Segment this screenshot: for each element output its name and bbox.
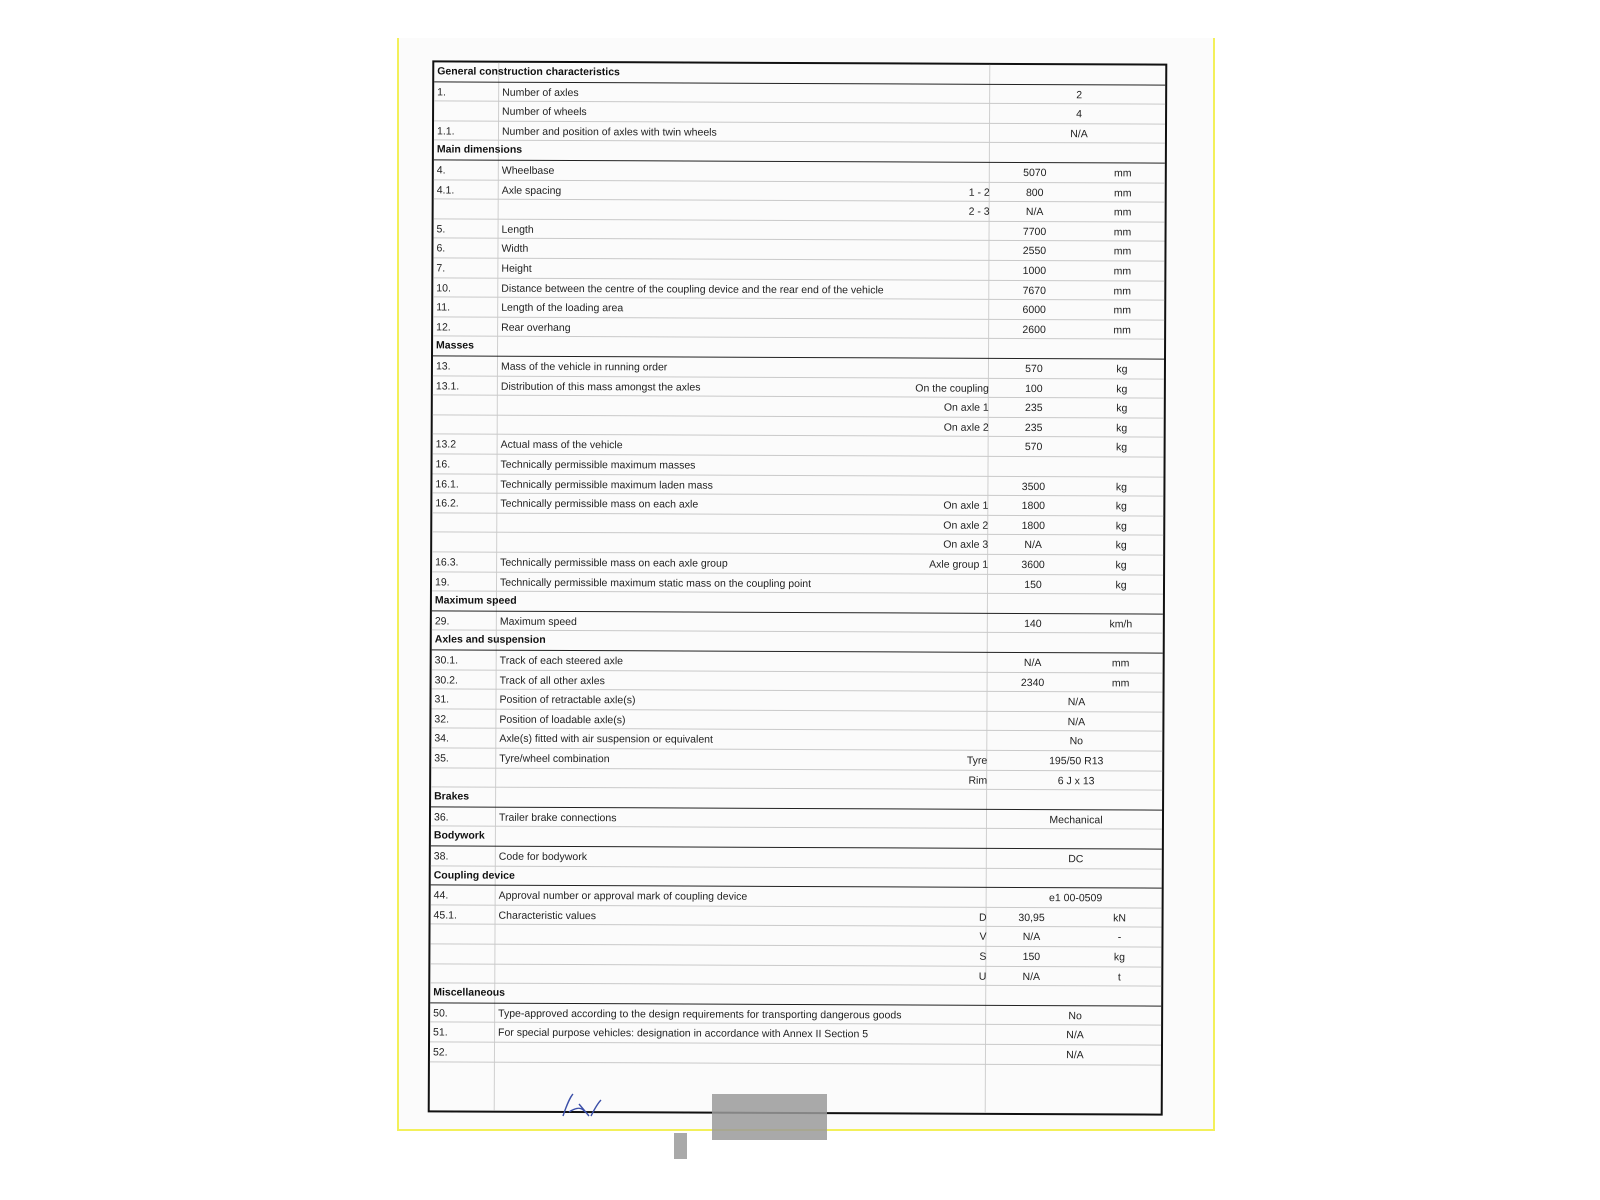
row-sublabel: 2 - 3: [968, 205, 990, 219]
row-number: 12.: [436, 321, 451, 334]
row-unit: mm: [1113, 304, 1131, 317]
row-unit: mm: [1113, 226, 1132, 239]
row-label: Actual mass of the vehicle: [500, 439, 623, 452]
row-value: N/A: [1022, 931, 1041, 944]
section-title: Main dimensions: [436, 143, 523, 157]
row-number: 52.: [432, 1046, 448, 1059]
row-unit: kg: [1115, 500, 1127, 513]
row-label: Axle(s) fitted with air suspension or equivalent: [499, 733, 713, 747]
row-number: 7.: [436, 262, 446, 275]
row-number: 38.: [433, 850, 449, 863]
section-title: Brakes: [434, 790, 470, 803]
row-label: Track of all other axles: [499, 674, 605, 687]
row-label: Axle spacing: [501, 184, 562, 197]
row-value: 150: [1024, 578, 1042, 591]
row-value: 7700: [1022, 225, 1047, 238]
row-value: e1 00-0509: [1049, 892, 1103, 905]
row-value: 4: [1076, 108, 1083, 121]
section-title: General construction characteristics: [437, 65, 620, 79]
row-value: 235: [1024, 421, 1043, 434]
row-sublabel: On the coupling: [915, 382, 989, 395]
row-value: N/A: [1022, 970, 1041, 983]
section-title: Masses: [436, 339, 475, 352]
row-number: 5.: [436, 223, 446, 236]
section-title: Bodywork: [433, 829, 485, 843]
row-label: Position of loadable axle(s): [499, 713, 626, 727]
row-number: 34.: [434, 732, 449, 745]
row-unit: t: [1117, 970, 1121, 984]
row-value: N/A: [1070, 127, 1088, 141]
row-label: Number of wheels: [502, 105, 587, 119]
row-value: N/A: [1066, 1049, 1084, 1062]
row-unit: mm: [1113, 245, 1132, 258]
row-label: Distribution of this mass amongst the axles: [500, 380, 701, 394]
row-value: 570: [1025, 362, 1043, 376]
row-label: Trailer brake connections: [498, 811, 617, 825]
row-value: No: [1068, 1009, 1082, 1023]
row-value: N/A: [1067, 715, 1086, 729]
row-label: Rear overhang: [501, 321, 571, 334]
row-value: 2340: [1020, 676, 1045, 689]
row-number: 35.: [434, 752, 449, 765]
row-number: 11.: [436, 301, 451, 314]
redaction-block: [712, 1094, 827, 1140]
form-rows: [430, 62, 1166, 1113]
row-number: 30.2.: [434, 674, 458, 687]
row-label: Length of the loading area: [501, 301, 624, 315]
row-value: 800: [1025, 186, 1044, 199]
row-label: Code for bodywork: [498, 850, 587, 864]
row-label: Technically permissible maximum laden mass: [500, 478, 713, 492]
row-unit: kg: [1115, 539, 1127, 552]
row-unit: mm: [1113, 265, 1132, 278]
row-sublabel: On axle 1: [943, 499, 989, 513]
row-label: Wheelbase: [501, 164, 555, 177]
row-unit: mm: [1113, 186, 1132, 200]
row-value: 570: [1024, 441, 1043, 454]
row-label: Technically permissible mass on each axle: [500, 497, 699, 511]
row-label: Technically permissible maximum static mass on the coupling point: [499, 576, 812, 590]
row-label: Tyre/wheel combination: [499, 752, 610, 766]
row-number: 29.: [434, 615, 450, 628]
signature-scribble: [555, 1090, 675, 1120]
row-sublabel: S: [979, 950, 987, 963]
row-label: Number and position of axles with twin wheels: [501, 125, 717, 139]
row-label: Number of axles: [502, 86, 579, 99]
row-unit: kg: [1115, 578, 1127, 592]
row-sublabel: D: [978, 911, 987, 924]
row-number: 36.: [433, 811, 449, 824]
row-unit: kg: [1115, 520, 1127, 533]
row-unit: mm: [1113, 324, 1131, 337]
row-number: 51.: [433, 1026, 448, 1039]
row-label: Position of retractable axle(s): [499, 693, 636, 707]
row-value: 2: [1076, 88, 1083, 101]
row-value: 1800: [1021, 500, 1046, 513]
row-number: 30.1.: [434, 654, 459, 667]
row-label: For special purpose vehicles: designation in accordance with Annex II Section 5: [498, 1027, 869, 1041]
row-unit: mm: [1114, 167, 1132, 180]
redaction-block-small: [674, 1133, 687, 1159]
row-number: 16.2.: [435, 497, 459, 510]
row-number: 13.1.: [435, 380, 460, 393]
row-unit: mm: [1113, 206, 1132, 219]
row-value: 6000: [1022, 304, 1046, 317]
row-unit: mm: [1113, 284, 1132, 298]
row-unit: kg: [1116, 382, 1128, 396]
row-value: 3500: [1021, 480, 1046, 493]
row-value: 7670: [1022, 284, 1046, 297]
row-number: 13.: [435, 360, 451, 373]
row-value: 140: [1024, 617, 1042, 630]
row-sublabel: On axle 1: [943, 401, 989, 415]
row-number: 16.: [435, 458, 451, 471]
row-label: Technically permissible mass on each axle group: [500, 556, 728, 570]
row-number: 1.: [437, 86, 446, 99]
row-sublabel: On axle 2: [943, 519, 989, 532]
section-title: Axles and suspension: [434, 633, 546, 647]
row-sublabel: 1 - 2: [968, 186, 990, 199]
row-label: Width: [501, 243, 529, 256]
row-number: 13.2: [435, 438, 457, 451]
row-value: 30,95: [1018, 911, 1045, 924]
row-sublabel: U: [978, 970, 987, 983]
row-number: 10.: [436, 282, 451, 295]
row-unit: km/h: [1109, 618, 1133, 631]
row-sublabel: Rim: [968, 774, 988, 787]
row-label: Height: [501, 262, 532, 275]
row-unit: kg: [1116, 441, 1128, 454]
row-label: Technically permissible maximum masses: [500, 458, 696, 472]
row-number: 16.3.: [435, 556, 459, 569]
row-sublabel: V: [979, 931, 987, 944]
row-number: 31.: [434, 693, 450, 706]
row-sublabel: Axle group 1: [929, 558, 989, 571]
vehicle-characteristics-form: [428, 60, 1168, 1115]
row-number: 6.: [436, 242, 446, 255]
row-label: Maximum speed: [499, 615, 577, 628]
row-value: 195/50 R13: [1049, 755, 1104, 768]
row-number: 19.: [434, 576, 450, 589]
row-unit: kN: [1113, 912, 1127, 925]
row-value: 100: [1025, 382, 1043, 395]
row-number: 32.: [434, 713, 450, 726]
row-value: 2600: [1022, 323, 1046, 336]
row-label: Mass of the vehicle in running order: [500, 360, 668, 374]
row-label: Length: [501, 223, 534, 236]
row-value: 3600: [1021, 558, 1045, 572]
row-number: 1.1.: [436, 125, 455, 138]
row-number: 4.: [436, 164, 446, 177]
row-unit: -: [1117, 931, 1122, 944]
row-sublabel: On axle 2: [943, 421, 989, 434]
row-unit: kg: [1116, 402, 1128, 415]
row-value: 5070: [1023, 166, 1047, 180]
row-value: 235: [1024, 402, 1043, 415]
row-value: N/A: [1066, 1029, 1084, 1042]
row-number: 16.1.: [435, 478, 459, 491]
row-value: 150: [1022, 950, 1041, 964]
row-value: Mechanical: [1049, 813, 1103, 827]
row-value: N/A: [1024, 539, 1042, 552]
section-title: Coupling device: [433, 869, 515, 882]
row-label: Characteristic values: [498, 909, 597, 922]
row-unit: kg: [1113, 951, 1125, 964]
row-value: N/A: [1067, 696, 1086, 709]
row-sublabel: Tyre: [966, 754, 988, 767]
row-number: 50.: [433, 1007, 448, 1020]
row-unit: kg: [1116, 363, 1128, 376]
row-value: 2550: [1022, 245, 1047, 258]
section-title: Miscellaneous: [433, 986, 506, 999]
row-value: 1800: [1021, 519, 1045, 532]
row-value: 1000: [1022, 264, 1047, 278]
row-number: 45.1.: [433, 909, 457, 922]
row-label: Type-approved according to the design requirements for transporting dangerous goods: [498, 1007, 902, 1022]
row-value: N/A: [1025, 206, 1044, 219]
row-number: 4.1.: [436, 184, 455, 197]
row-unit: mm: [1111, 657, 1130, 670]
row-value: No: [1069, 735, 1084, 748]
row-label: Distance between the centre of the coupling device and the rear end of the vehicle: [501, 282, 884, 296]
form-row: [430, 1042, 1161, 1065]
row-sublabel: On axle 3: [943, 539, 989, 552]
row-number: 44.: [433, 889, 449, 902]
row-unit: kg: [1115, 480, 1128, 494]
section-title: Maximum speed: [434, 594, 517, 607]
row-value: 6 J x 13: [1057, 774, 1095, 787]
row-label: Approval number or approval mark of coupling device: [498, 889, 748, 903]
row-unit: kg: [1116, 422, 1128, 435]
row-unit: mm: [1111, 676, 1130, 690]
row-label: Track of each steered axle: [499, 654, 624, 668]
row-value: DC: [1068, 853, 1084, 866]
row-value: N/A: [1023, 656, 1042, 670]
row-unit: kg: [1115, 559, 1127, 572]
